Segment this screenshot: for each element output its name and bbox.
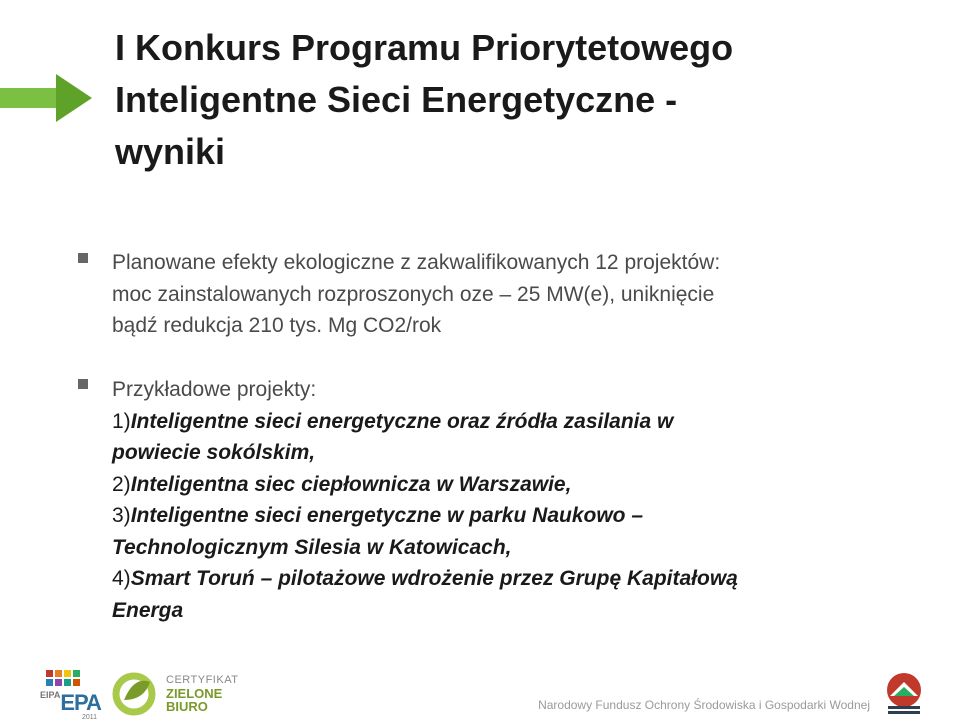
- eipa-top-label: EIPA: [40, 690, 61, 700]
- project-number: 4): [112, 567, 131, 590]
- certificate-text: [166, 674, 238, 713]
- eipa-grid-icon: [46, 670, 86, 690]
- project-name: Inteligentne sieci energetyczne oraz źródła zasilania w: [130, 409, 674, 433]
- project-number: 1): [112, 409, 131, 433]
- certificate-line-1: CERTYFIKAT: [166, 674, 239, 686]
- title-line-1: I Konkurs Programu Priorytetowego: [115, 27, 734, 68]
- project-item-4-cont: Energa: [112, 598, 184, 622]
- eipa-year: 2011: [82, 714, 98, 721]
- slide-title: [115, 22, 935, 178]
- certificate-line-2: ZIELONE: [166, 686, 223, 701]
- project-item-4: [112, 563, 932, 595]
- footer: [0, 660, 960, 720]
- bullet-ecological-effects: [112, 247, 912, 342]
- project-number: 2): [112, 472, 131, 496]
- eipa-mark: EPA: [60, 690, 101, 715]
- effects-line-3: bądź redukcja 210 tys. Mg CO2/rok: [112, 314, 442, 337]
- project-number: 3): [112, 504, 131, 527]
- green-arrow-icon: [0, 72, 96, 124]
- project-item-2: [112, 469, 932, 501]
- project-item-1: [112, 406, 932, 438]
- eipa-logo: [38, 668, 101, 721]
- project-name: Inteligentne sieci energetyczne w parku Naukowo –: [130, 504, 644, 527]
- project-item-3-cont: Technologicznym Silesia w Katowicach,: [112, 535, 512, 559]
- effects-line-1: Planowane efekty ekologiczne z zakwalifikowanych 12 projektów:: [112, 251, 721, 274]
- title-line-3: wyniki: [115, 131, 226, 172]
- certificate-line-3: BIURO: [166, 699, 208, 714]
- project-item-3: [112, 500, 932, 532]
- effects-line-2: moc zainstalowanych rozproszonych oze – 25 MW(e), uniknięcie: [112, 282, 715, 306]
- bullet-square-icon: [78, 379, 88, 389]
- projects-intro: Przykładowe projekty:: [112, 378, 317, 401]
- leaf-ring-icon: [110, 670, 160, 718]
- project-name: Inteligentna siec ciepłownicza w Warszawie,: [130, 472, 572, 496]
- title-line-2: Inteligentne Sieci Energetyczne -: [115, 79, 678, 120]
- project-item-1-cont: powiecie sokólskim,: [112, 441, 316, 464]
- bullet-square-icon: [78, 253, 88, 263]
- green-office-certificate-logo: [110, 664, 240, 720]
- nfos-logo-icon: [882, 670, 926, 716]
- bullet-example-projects: [112, 374, 932, 626]
- project-name: Smart Toruń – pilotażowe wdrożenie przez Grupę Kapitałową: [130, 567, 738, 590]
- institution-name: Narodowy Fundusz Ochrony Środowiska i Gospodarki Wodnej: [538, 698, 870, 712]
- eipa-text: [40, 690, 101, 716]
